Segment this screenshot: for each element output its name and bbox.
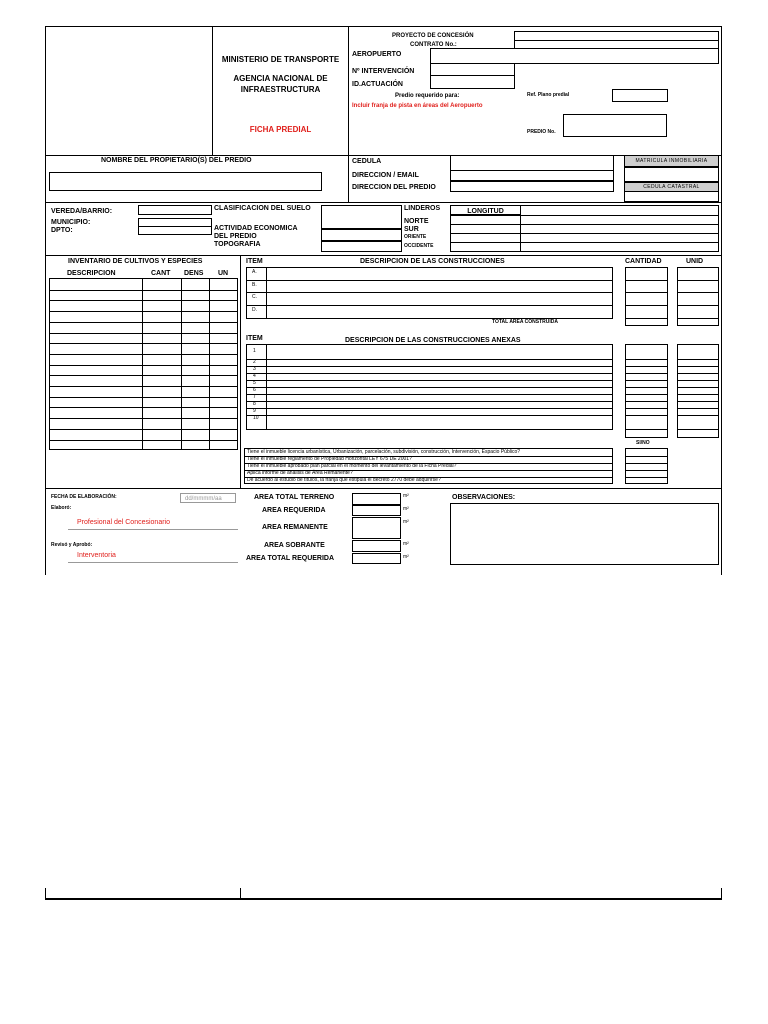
- column-row-line: [626, 366, 667, 367]
- topografia-label: TOPOGRAFIA: [214, 241, 261, 248]
- question-text: Aplica informe de análisis de Área Remanente?: [247, 470, 353, 476]
- actividad-label-2: DEL PREDIO: [214, 233, 257, 240]
- dpto-label: DPTO:: [51, 227, 73, 234]
- answer-row-line: [626, 463, 667, 464]
- constr-item-header: ITEM: [246, 258, 263, 265]
- column-row-line: [626, 373, 667, 374]
- anexas-title: DESCRIPCION DE LAS CONSTRUCCIONES ANEXAS: [345, 337, 521, 344]
- si-no-header: SI/NO: [636, 440, 650, 446]
- answer-row-line: [626, 456, 667, 457]
- frame-right: [721, 26, 722, 575]
- incluir-text: Incluir franja de pista en áreas del Aeropuerto: [352, 103, 483, 109]
- cedula-catastral-label: CEDULA CATASTRAL: [643, 184, 700, 190]
- inventario-table[interactable]: [49, 278, 238, 450]
- inventario-row-line: [50, 375, 237, 376]
- descripcion-header: DESCRIPCION: [67, 270, 116, 277]
- matricula-field[interactable]: [624, 167, 719, 182]
- unid-header: UNID: [686, 258, 704, 265]
- anexas-row-label: 6: [253, 387, 256, 393]
- direccion-predio-label: DIRECCION DEL PREDIO: [352, 184, 436, 191]
- divider-owner: [45, 202, 722, 203]
- cantidad-header: CANTIDAD: [625, 258, 662, 265]
- area-total-terreno-label: AREA TOTAL TERRENO: [254, 494, 335, 501]
- topografia-field[interactable]: [321, 241, 402, 252]
- anexas-table[interactable]: [246, 344, 613, 430]
- cedula-catastral-field[interactable]: [624, 191, 719, 202]
- cedula-label: CEDULA: [352, 158, 382, 165]
- area-total-terreno-field[interactable]: [352, 493, 401, 505]
- anexas-row-label: 5: [253, 380, 256, 386]
- predio-no-label: PREDIO No.: [527, 129, 556, 135]
- cant-header: CANT: [151, 270, 171, 277]
- question-text: De acuerdo al estudio de títulos, la franja que estipula el decreto 2770 debe adquirirse?: [247, 477, 441, 483]
- questions-answers[interactable]: [625, 448, 668, 484]
- anexas-row-label: 7: [253, 394, 256, 400]
- longitud-header: [450, 205, 521, 215]
- inventario-row-line: [50, 440, 237, 441]
- elaboro-label: Elaboró:: [51, 505, 72, 511]
- column-row-line: [678, 401, 719, 402]
- ficha-title: FICHA PREDIAL: [249, 125, 312, 134]
- anexas-row-label: 10: [253, 415, 259, 421]
- area-requerida-field[interactable]: [352, 505, 401, 516]
- predio-requerido-label: Predio requerido para:: [395, 93, 460, 99]
- column-row-line: [626, 394, 667, 395]
- ref-plano-field[interactable]: [612, 89, 668, 102]
- ministerio-title: MINISTERIO DE TRANSPORTE: [221, 55, 340, 64]
- anexas-row-line: [247, 415, 612, 416]
- proyecto-label: PROYECTO DE CONCESIÓN: [392, 33, 474, 39]
- constr-table[interactable]: [246, 267, 613, 319]
- anexas-row-label: 9: [253, 408, 256, 414]
- column-row-line: [626, 387, 667, 388]
- column-row-line: [678, 366, 719, 367]
- column-row-line: [626, 415, 667, 416]
- norte-label: NORTE: [404, 218, 429, 225]
- column-row-line: [678, 387, 719, 388]
- frame-top: [45, 26, 722, 27]
- divider-header: [45, 155, 722, 156]
- dens-header: DENS: [184, 270, 204, 277]
- constr-row-c: C.: [252, 294, 257, 300]
- fecha-label: FECHA DE ELABORACIÓN:: [51, 494, 117, 500]
- clasificacion-field[interactable]: [321, 205, 402, 229]
- column-row-line: [626, 408, 667, 409]
- observaciones-label: OBSERVACIONES:: [452, 494, 516, 501]
- anexas-row-label: 1: [253, 348, 256, 354]
- column-row-line: [678, 359, 719, 360]
- column-row-line: [678, 429, 719, 430]
- fecha-field[interactable]: [180, 493, 236, 503]
- inventario-row-line: [50, 386, 237, 387]
- agencia-title-1: AGENCIA NACIONAL DE: [233, 74, 328, 83]
- direccion-email-field[interactable]: [450, 170, 614, 181]
- unit-4: m²: [403, 541, 409, 547]
- constr-row-b: B.: [252, 282, 257, 288]
- oriente-label: ORIENTE: [404, 234, 427, 240]
- column-row-line: [626, 380, 667, 381]
- divider-footer: [45, 488, 722, 489]
- anexas-row-label: 4: [253, 373, 256, 379]
- question-text: Tiene el inmueble reglamento de Propiedad Horizontal LEY 675 DE 2001?: [247, 456, 412, 462]
- anexas-row-line: [247, 373, 612, 374]
- observaciones-field[interactable]: [450, 503, 719, 565]
- vereda-label: VEREDA/BARRIO:: [51, 208, 113, 215]
- interventoria-text: Interventoria: [77, 552, 116, 559]
- inventario-row-line: [50, 365, 237, 366]
- area-remanente-label: AREA REMANENTE: [262, 524, 328, 531]
- column-row-line: [678, 373, 719, 374]
- total-area-construida: TOTAL AREA CONSTRUIDA: [492, 319, 559, 325]
- anexas-row-line: [247, 394, 612, 395]
- propietario-label: NOMBRE DEL PROPIETARIO(S) DEL PREDIO: [101, 157, 252, 164]
- anexas-row-line: [247, 408, 612, 409]
- inventario-row-line: [50, 322, 237, 323]
- area-remanente-field[interactable]: [352, 517, 401, 539]
- question-text: Tiene el inmueble licencia urbanística, Urbanización, parcelación, subdivisión, construcción, Intervención, Espacio Público?: [247, 449, 521, 455]
- inventario-row-line: [50, 343, 237, 344]
- anexas-row-line: [247, 401, 612, 402]
- anexas-unid-column[interactable]: [677, 344, 719, 438]
- sur-label: SUR: [404, 226, 419, 233]
- actividad-label-1: ACTIVIDAD ECONOMICA: [214, 225, 298, 232]
- unit-5: m²: [403, 554, 409, 560]
- inventario-row-line: [50, 300, 237, 301]
- area-requerida-label: AREA REQUERIDA: [262, 507, 326, 514]
- matricula-label: MATRICULA INMOBILIARIA: [635, 158, 708, 164]
- inventario-row-line: [50, 290, 237, 291]
- profesional-text: Profesional del Concesionario: [77, 519, 170, 526]
- area-sobrante-field[interactable]: [352, 540, 401, 552]
- column-row-line: [626, 359, 667, 360]
- unit-2: m²: [403, 506, 409, 512]
- clasificacion-label: CLASIFICACION DEL SUELO: [214, 205, 311, 212]
- area-total-requerida-field[interactable]: [352, 553, 401, 564]
- inventario-row-line: [50, 418, 237, 419]
- anexas-item-header: ITEM: [246, 335, 263, 342]
- divider-title: [348, 26, 349, 155]
- constr-title: DESCRIPCION DE LAS CONSTRUCCIONES: [360, 258, 505, 265]
- anexas-cantidad-column[interactable]: [625, 344, 668, 438]
- fecha-placeholder: dd/mmmm/aa: [185, 496, 222, 502]
- area-sobrante-label: AREA SOBRANTE: [264, 542, 325, 549]
- area-total-requerida-label: AREA TOTAL REQUERIDA: [246, 555, 335, 562]
- intervencion-label: Nº INTERVENCIÓN: [352, 68, 415, 75]
- direccion-predio-field[interactable]: [450, 181, 614, 192]
- answer-row-line: [626, 470, 667, 471]
- occidente-label: OCCIDENTE: [404, 243, 434, 249]
- column-row-line: [678, 394, 719, 395]
- inventario-row-line: [50, 407, 237, 408]
- constr-row-d: D.: [252, 307, 257, 313]
- propietario-field[interactable]: [49, 172, 322, 191]
- actuacion-field[interactable]: [430, 75, 515, 89]
- anexas-row-label: 8: [253, 401, 256, 407]
- inventario-row-line: [50, 397, 237, 398]
- agencia-title-2: INFRAESTRUCTURA: [240, 85, 321, 94]
- predio-no-field[interactable]: [563, 114, 667, 137]
- contrato-label: CONTRATO No.:: [410, 42, 457, 48]
- divider-owner-v: [348, 155, 349, 202]
- unit-1: m²: [403, 493, 409, 499]
- inventario-row-line: [50, 311, 237, 312]
- inventario-row-line: [50, 333, 237, 334]
- actividad-field[interactable]: [321, 229, 402, 241]
- anexas-row-line: [247, 359, 612, 360]
- reviso-label: Revisó y Aprobó:: [51, 542, 93, 548]
- anexas-row-label: 3: [253, 366, 256, 372]
- anexas-row-line: [247, 380, 612, 381]
- un-header: UN: [218, 270, 229, 277]
- column-row-line: [626, 429, 667, 430]
- longitud-label: LONGITUD: [467, 208, 504, 215]
- cedula-field[interactable]: [450, 155, 614, 171]
- anexas-row-line: [247, 366, 612, 367]
- matricula-header: [624, 155, 719, 167]
- divider-inventory-v: [240, 255, 241, 488]
- inventario-title: INVENTARIO DE CULTIVOS Y ESPECIES: [68, 258, 203, 265]
- bottom-strip-line: [45, 898, 722, 900]
- dpto-field[interactable]: [138, 226, 212, 235]
- colindantes-column: [520, 205, 719, 252]
- inventario-row-line: [50, 429, 237, 430]
- municipio-label: MUNICIPIO:: [51, 219, 91, 226]
- anexas-row-label: 2: [253, 359, 256, 365]
- ref-plano-label: Ref. Plano predial: [527, 92, 570, 98]
- linderos-label: LINDEROS: [404, 205, 441, 212]
- anexas-row-line: [247, 387, 612, 388]
- questions-table: [244, 448, 613, 484]
- aeropuerto-label: AEROPUERTO: [352, 51, 402, 58]
- column-row-line: [626, 401, 667, 402]
- vereda-field[interactable]: [138, 205, 212, 215]
- divider-location: [45, 255, 722, 256]
- constr-row-a: A.: [252, 269, 257, 275]
- inventario-row-line: [50, 354, 237, 355]
- actuacion-label: ID.ACTUACIÓN: [352, 81, 403, 88]
- direccion-email-label: DIRECCION / EMAIL: [352, 172, 419, 179]
- frame-left: [45, 26, 46, 575]
- column-row-line: [678, 415, 719, 416]
- aeropuerto-field[interactable]: [430, 48, 719, 64]
- column-row-line: [678, 408, 719, 409]
- question-text: Tiene el inmueble aprobado plan parcial en el momento del levantamiento de la Ficha Predial?: [247, 463, 457, 469]
- answer-row-line: [626, 477, 667, 478]
- column-row-line: [678, 380, 719, 381]
- unit-3: m²: [403, 519, 409, 525]
